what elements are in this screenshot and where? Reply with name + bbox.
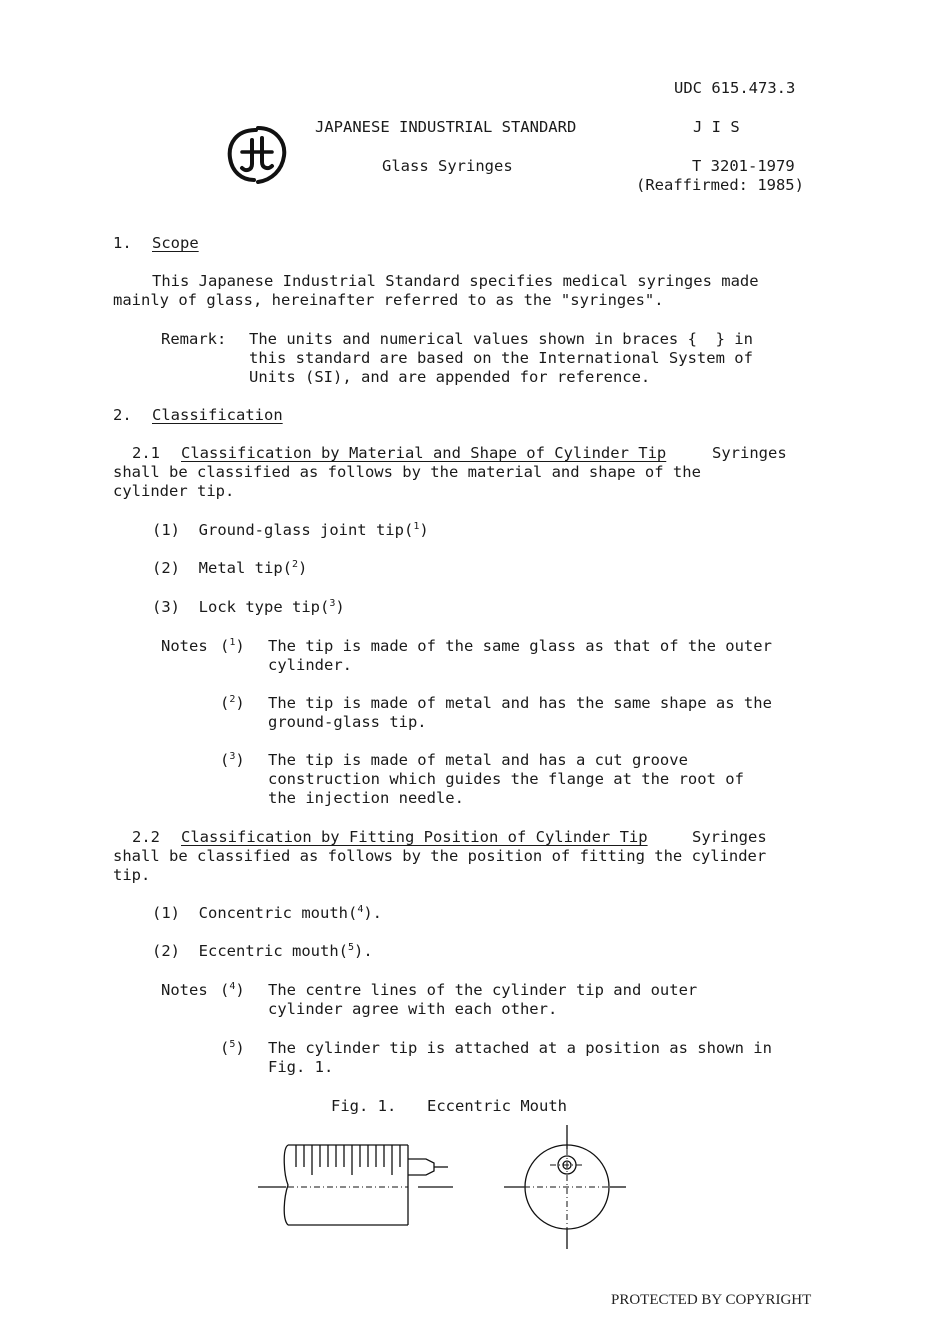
udc-code: UDC 615.473.3 [674, 79, 796, 97]
footnote-ref: 5 [347, 942, 355, 953]
note-text-line: The cylinder tip is attached at a position as shown in [268, 1039, 772, 1057]
footnote-ref: 4 [357, 904, 364, 915]
list-text: Concentric mouth( [198, 904, 358, 922]
list-item [152, 521, 429, 542]
note-sup: 2 [229, 694, 236, 705]
list-text-close: ) [335, 598, 345, 616]
footnote-ref: 3 [329, 598, 336, 609]
subsection-lead: Syringes [712, 444, 787, 462]
note-sup: 1 [229, 637, 236, 648]
copyright-notice: PROTECTED BY COPYRIGHT [611, 1292, 812, 1308]
list-item [152, 598, 345, 619]
subsection-number: 2.2 [132, 828, 160, 846]
subsection-text-line: tip. [113, 866, 151, 884]
list-text: Lock type tip( [198, 598, 330, 616]
remark-text-line: The units and numerical values shown in braces { } in [249, 330, 753, 348]
footnote-ref: 2 [292, 559, 299, 570]
subsection-number: 2.1 [132, 444, 160, 462]
note-text-line: Fig. 1. [268, 1058, 334, 1076]
note-sup: 4 [229, 981, 236, 992]
subsection-title: Classification by Material and Shape of Cylinder Tip [181, 444, 667, 462]
figure-label: Fig. 1. [331, 1097, 397, 1115]
note-marker: ($^4$) [220, 981, 245, 999]
note-text-line: The tip is made of metal and has a cut groove [268, 751, 688, 769]
footnote-ref: 1 [413, 521, 420, 532]
syringe-side-view-drawing [258, 1135, 458, 1235]
list-number: (2) [152, 942, 180, 960]
notes-label: Notes [161, 981, 208, 999]
subsection-text-line: shall be classified as follows by the position of fitting the cylinder [113, 847, 767, 865]
list-text-close: ) [419, 521, 429, 539]
note-text-line: construction which guides the flange at the root of [268, 770, 744, 788]
note-text-line: The tip is made of the same glass as that of the outer [268, 637, 772, 655]
list-text: Ground-glass joint tip( [198, 521, 414, 539]
list-text-close: ). [363, 904, 383, 922]
remark-text-line: Units (SI), and are appended for reference. [249, 368, 651, 386]
jis-logo-icon [222, 122, 292, 188]
subsection-text-line: shall be classified as follows by the material and shape of the [113, 463, 701, 481]
note-marker: ($^5$) [220, 1039, 245, 1057]
section-number: 1. [113, 234, 132, 252]
list-text: Eccentric mouth( [198, 942, 348, 960]
note-sup: 3 [229, 751, 236, 762]
list-number: (3) [152, 598, 180, 616]
note-text-line: ground-glass tip. [268, 713, 427, 731]
syringe-end-view-drawing [500, 1125, 630, 1250]
section-number: 2. [113, 406, 132, 424]
notes-label: Notes [161, 637, 208, 655]
list-item [152, 942, 373, 963]
note-text-line: The tip is made of metal and has the same shape as the [268, 694, 772, 712]
note-text-line: The centre lines of the cylinder tip and outer [268, 981, 698, 999]
scope-text-line: mainly of glass, hereinafter referred to as the "syringes". [113, 291, 664, 309]
subsection-text-line: cylinder tip. [113, 482, 235, 500]
figure-title: Eccentric Mouth [427, 1097, 567, 1115]
list-number: (1) [152, 521, 180, 539]
org-title: JAPANESE INDUSTRIAL STANDARD [315, 118, 577, 136]
document-title: Glass Syringes [382, 157, 513, 175]
jis-mark: J I S [693, 118, 740, 136]
subsection-title: Classification by Fitting Position of Cylinder Tip [181, 828, 648, 846]
list-item [152, 559, 307, 580]
note-text-line: cylinder. [268, 656, 352, 674]
note-marker: ($^1$) [220, 637, 245, 655]
list-text-close: ). [354, 942, 373, 960]
list-text-close: ) [298, 559, 308, 577]
note-text-line: the injection needle. [268, 789, 464, 807]
list-number: (2) [152, 559, 180, 577]
subsection-lead: Syringes [692, 828, 767, 846]
section-title: Scope [152, 234, 199, 252]
list-number: (1) [152, 904, 180, 922]
scope-text-line: This Japanese Industrial Standard specifies medical syringes made [152, 272, 759, 290]
note-marker: ($^2$) [220, 694, 245, 712]
remark-text-line: this standard are based on the International System of [249, 349, 753, 367]
note-marker: ($^3$) [220, 751, 245, 769]
section-title: Classification [152, 406, 283, 424]
reaffirmed-date: (Reaffirmed: 1985) [636, 176, 804, 194]
list-item [152, 904, 382, 925]
note-sup: 5 [229, 1039, 236, 1050]
note-text-line: cylinder agree with each other. [268, 1000, 558, 1018]
remark-label: Remark: [161, 330, 227, 348]
list-text: Metal tip( [198, 559, 292, 577]
document-number: T 3201-1979 [692, 157, 795, 175]
